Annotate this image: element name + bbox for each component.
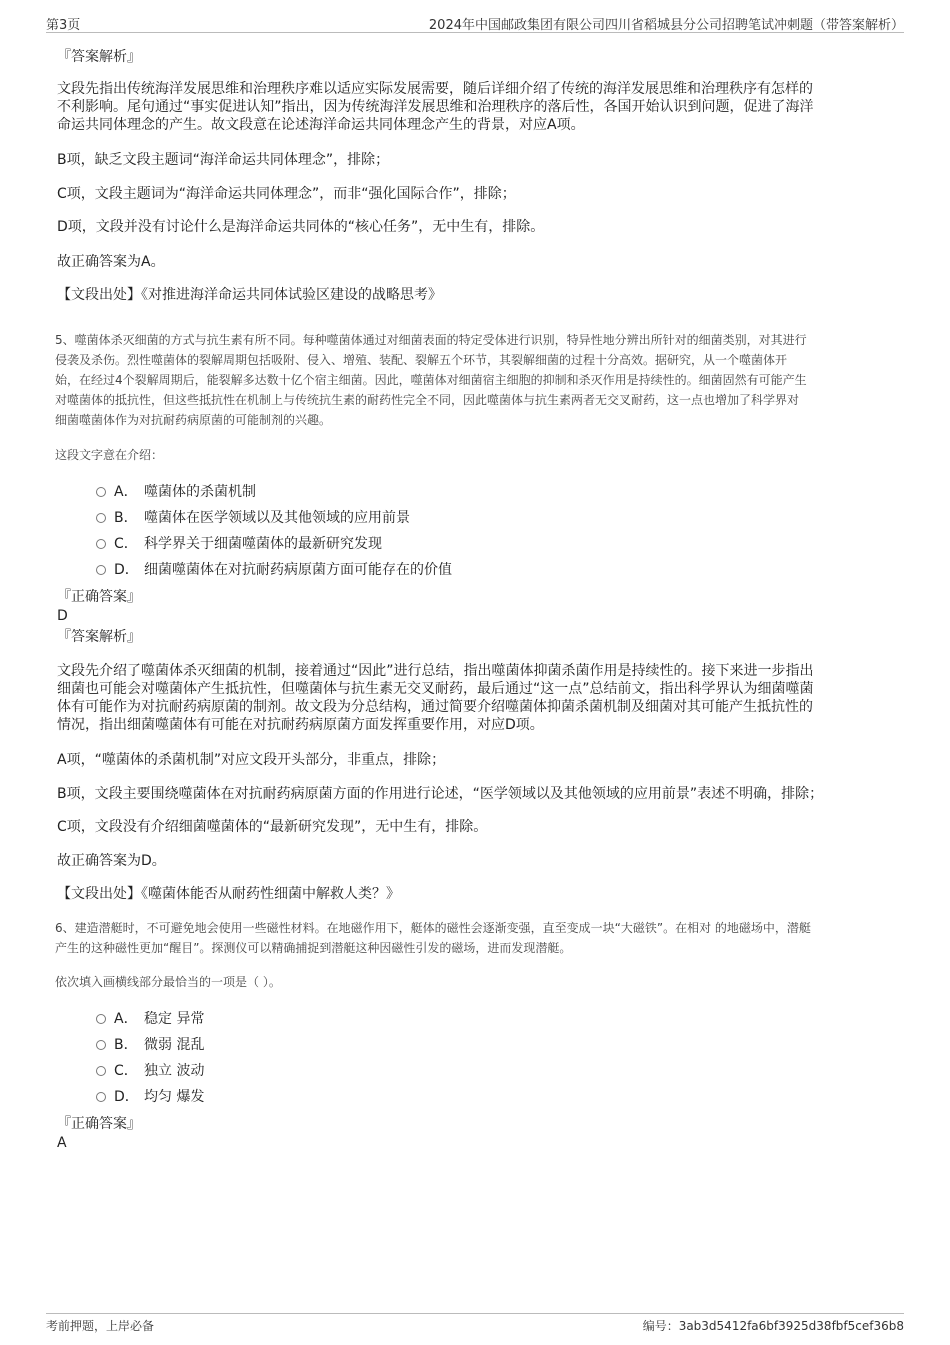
q5-stem [55,330,900,430]
radio-icon[interactable] [96,487,106,497]
q4-conclusion: 故正确答案为A。 [57,254,165,270]
radio-icon[interactable] [96,1066,106,1076]
analysis-line: 体有可能作为对抗耐药病原菌的制剂。故文段为分总结构，通过简要介绍噬菌体抑菌杀菌机制及细菌对其可能产生抵抗性的 [57,699,813,715]
q5-analysis [57,662,887,734]
q5-analysis-label: 『答案解析』 [57,629,141,645]
q6-option-d[interactable] [96,1088,204,1106]
q4-analysis-label: 『答案解析』 [57,49,141,65]
analysis-line: 细菌也可能会对噬菌体产生抵抗性，但噬菌体与抗生素无交叉耐药，最后通过“这一点”总结前文，指出科学界认为细菌噬菌 [57,681,814,697]
option-key: D． [114,562,139,578]
option-text: 独立 波动 [144,1063,205,1079]
analysis-line: 命运共同体理念的产生。故文段意在论述海洋命运共同体理念产生的背景，对应A项。 [57,117,585,133]
option-key: B． [114,1037,138,1053]
q5-source: 【文段出处】《噬菌体能否从耐药性细菌中解救人类？》 [57,886,400,902]
document-title: 2024年中国邮政集团有限公司四川省稻城县分公司招聘笔试冲刺题（带答案解析） [428,18,904,33]
q4-analysis [57,80,887,134]
page-number: 第3页 [46,18,81,33]
q5-option-b-note: B项，文段主要围绕噬菌体在对抗耐药病原菌方面的作用进行论述，“医学领域以及其他领域的应用前景”表述不明确，排除； [57,786,824,802]
stem-line: 产生的这种磁性更加“醒目”。探测仪可以精确捕捉到潜艇这种因磁性引发的磁场，进而发现潜艇。 [55,941,572,955]
q5-conclusion: 故正确答案为D。 [57,853,166,869]
footer-slogan: 考前押题，上岸必备 [46,1319,155,1333]
q5-option-c[interactable] [96,535,382,553]
radio-icon[interactable] [96,513,106,523]
q5-prompt: 这段文字意在介绍： [55,448,164,462]
q5-option-c-note: C项，文段没有介绍细菌噬菌体的“最新研究发现”，无中生有，排除。 [57,819,488,835]
q6-prompt: 依次填入画横线部分最恰当的一项是（ ）。 [55,975,281,989]
q6-option-c[interactable] [96,1062,204,1080]
analysis-line: 文段先介绍了噬菌体杀灭细菌的机制，接着通过“因此”进行总结，指出噬菌体抑菌杀菌作用是持续性的。接下来进一步指出 [57,663,814,679]
q5-option-d[interactable] [96,561,452,579]
document-id: 编号：3ab3d5412fa6bf3925d38fbf5cef36b8 [642,1319,904,1333]
option-key: D． [114,1089,139,1105]
analysis-line: 情况，指出细菌噬菌体有可能在对抗耐药病原菌方面发挥重要作用，对应D项。 [57,717,544,733]
option-text: 噬菌体的杀菌机制 [144,484,256,500]
stem-line: 5、噬菌体杀灭细菌的方式与抗生素有所不同。每种噬菌体通过对细菌表面的特定受体进行识别，特异性地分辨出所针对的细菌类别，对其进行 [55,333,807,347]
option-text: 科学界关于细菌噬菌体的最新研究发现 [144,536,382,552]
option-key: C． [114,536,138,552]
q6-stem [55,918,900,958]
analysis-line: 不利影响。尾句通过“事实促进认知”指出，因为传统海洋发展思维和治理秩序的落后性，各国开始认识到问题，促进了海洋 [57,99,814,115]
option-text: 均匀 爆发 [144,1089,205,1105]
q6-answer-label: 『正确答案』 [57,1116,141,1132]
radio-icon[interactable] [96,1014,106,1024]
q5-option-b[interactable] [96,509,410,527]
q4-option-d-note: D项，文段并没有讨论什么是海洋命运共同体的“核心任务”，无中生有，排除。 [57,219,545,235]
option-text: 稳定 异常 [144,1011,205,1027]
page-footer [46,1313,904,1334]
q4-option-c-note: C项，文段主题词为“海洋命运共同体理念”，而非“强化国际合作”，排除； [57,186,516,202]
q5-option-a-note: A项，“噬菌体的杀菌机制”对应文段开头部分，非重点，排除； [57,752,446,768]
option-text: 细菌噬菌体在对抗耐药病原菌方面可能存在的价值 [144,562,452,578]
radio-icon[interactable] [96,539,106,549]
option-text: 微弱 混乱 [144,1037,205,1053]
analysis-line: 文段先指出传统海洋发展思维和治理秩序难以适应实际发展需要，随后详细介绍了传统的海洋发展思维和治理秩序有怎样的 [57,81,813,97]
stem-line: 始，在经过4个裂解周期后，能裂解多达数十亿个宿主细菌。因此，噬菌体对细菌宿主细胞的抑制和杀灭作用是持续性的。细菌固然有可能产生 [55,373,807,387]
option-key: A． [114,484,138,500]
option-key: C． [114,1063,138,1079]
q4-source: 【文段出处】《对推进海洋命运共同体试验区建设的战略思考》 [57,287,442,303]
q6-answer: A [57,1135,67,1151]
q4-option-b-note: B项，缺乏文段主题词“海洋命运共同体理念”，排除； [57,152,390,168]
option-key: B． [114,510,138,526]
radio-icon[interactable] [96,1040,106,1050]
radio-icon[interactable] [96,565,106,575]
q6-option-a[interactable] [96,1010,204,1028]
option-key: A． [114,1011,138,1027]
stem-line: 对噬菌体的抵抗性，但这些抵抗性在机制上与传统抗生素的耐药性完全不同，因此噬菌体与抗生素两者无交叉耐药，这一点也增加了科学界对 [55,393,800,407]
q5-answer: D [57,608,68,624]
q5-option-a[interactable] [96,483,256,501]
stem-line: 侵袭及杀伤。烈性噬菌体的裂解周期包括吸附、侵入、增殖、装配、裂解五个环节，其裂解细菌的过程十分高效。据研究，从一个噬菌体开 [55,353,788,367]
stem-line: 6、建造潜艇时，不可避免地会使用一些磁性材料。在地磁作用下，艇体的磁性会逐渐变强，直至变成一块“大磁铁”。在相对 的地磁场中，潜艇 [55,921,811,935]
radio-icon[interactable] [96,1092,106,1102]
stem-line: 细菌噬菌体作为对抗耐药病原菌的可能制剂的兴趣。 [55,413,332,427]
q6-option-b[interactable] [96,1036,204,1054]
option-text: 噬菌体在医学领域以及其他领域的应用前景 [144,510,410,526]
q5-answer-label: 『正确答案』 [57,589,141,605]
page-header [46,14,904,33]
